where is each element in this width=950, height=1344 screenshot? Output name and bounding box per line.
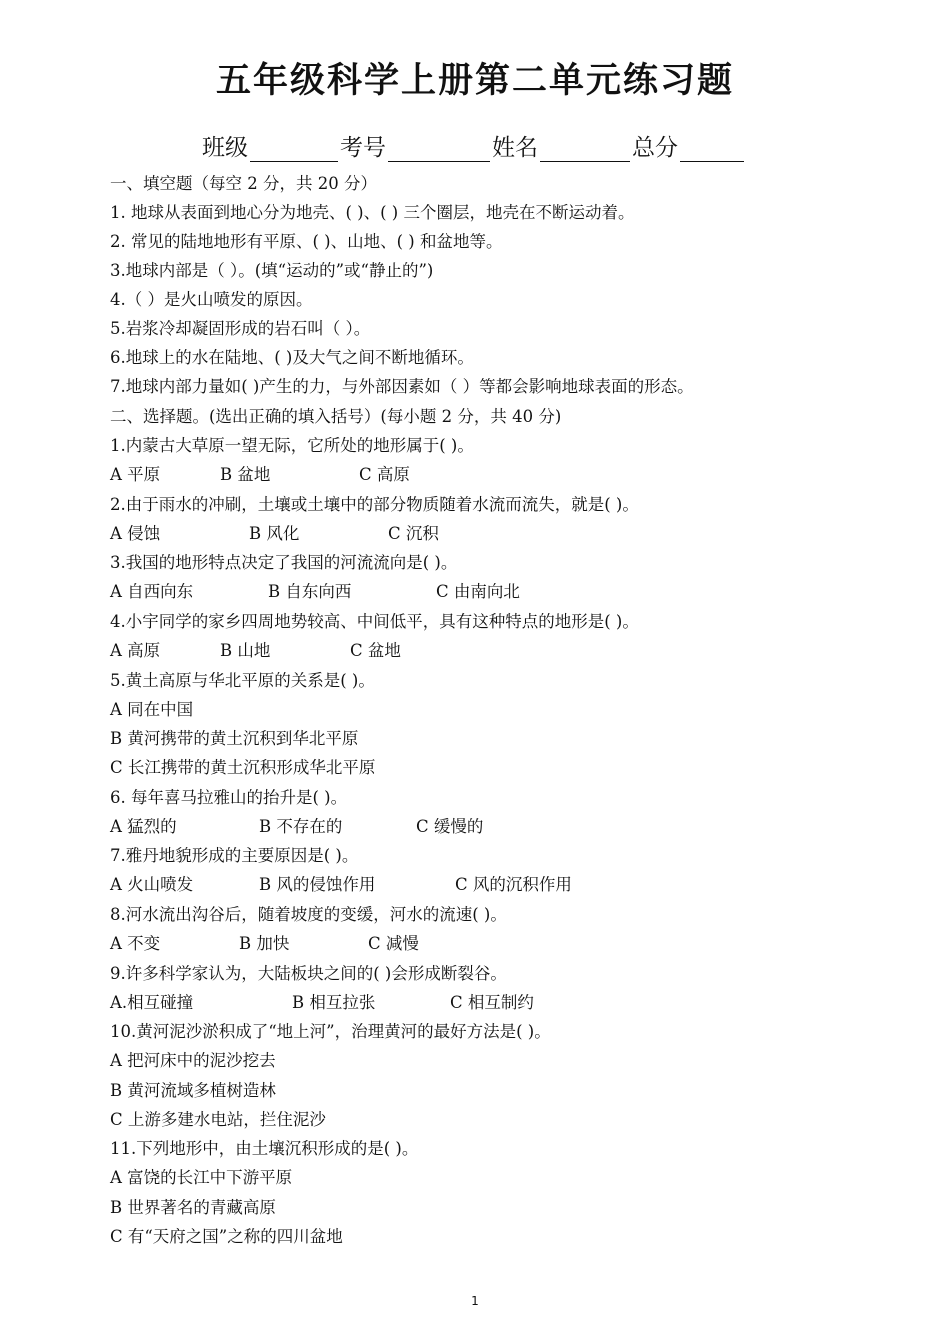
question-text: 6.地球上的水在陆地、( )及大气之间不断地循环。 (110, 348, 474, 367)
option-a: A 高原 (110, 641, 161, 660)
question-text: 3.地球内部是（ ）。(填“运动的”或“静止的”) (110, 261, 434, 280)
option-c: C 有“天府之国”之称的四川盆地 (110, 1227, 343, 1246)
option-a: A 自西向东 (110, 582, 194, 601)
page-title: 五年级科学上册第二单元练习题 (215, 61, 734, 101)
question-text: 1. 地球从表面到地心分为地壳、( )、( ) 三个圈层，地壳在不断运动着。 (110, 203, 635, 222)
option-a: A 猛烈的 (110, 817, 177, 836)
option-a: A.相互碰撞 (110, 993, 194, 1012)
option-c: C 高原 (359, 465, 410, 484)
option-a: A 同在中国 (110, 700, 194, 719)
option-c: C 长江携带的黄土沉积形成华北平原 (110, 758, 376, 777)
name-blank[interactable] (540, 129, 630, 162)
question-text: 1.内蒙古大草原一望无际，它所处的地形属于( )。 (110, 436, 474, 455)
option-a: A 侵蚀 (110, 524, 161, 543)
option-a: A 富饶的长江中下游平原 (110, 1168, 293, 1187)
question-text: 5.黄土高原与华北平原的关系是( )。 (110, 671, 375, 690)
option-b: B 不存在的 (259, 817, 343, 836)
question-text: 7.地球内部力量如( )产生的力，与外部因素如（ ）等都会影响地球表面的形态。 (110, 377, 694, 396)
option-a: A 把河床中的泥沙挖去 (110, 1051, 276, 1070)
exam-no-blank[interactable] (388, 129, 490, 162)
question-text: 5.岩浆冷却凝固形成的岩石叫（ ）。 (110, 319, 371, 338)
option-b: B 山地 (220, 641, 271, 660)
option-b: B 相互拉张 (292, 993, 376, 1012)
option-a: A 火山喷发 (110, 875, 194, 894)
exam-no-label: 考号 (340, 135, 386, 161)
question-text: 2.由于雨水的冲刷，土壤或土壤中的部分物质随着水流而流失，就是( )。 (110, 495, 639, 514)
question-text: 8.河水流出沟谷后，随着坡度的变缓，河水的流速( )。 (110, 905, 507, 924)
option-c: C 沉积 (388, 524, 439, 543)
option-c: C 相互制约 (450, 993, 534, 1012)
class-blank[interactable] (250, 129, 338, 162)
option-b: B 世界著名的青藏高原 (110, 1198, 276, 1217)
option-c: C 由南向北 (436, 582, 520, 601)
question-text: 6. 每年喜马拉雅山的抬升是( )。 (110, 788, 348, 807)
question-text: 11.下列地形中，由土壤沉积形成的是( )。 (110, 1139, 419, 1158)
option-c: C 盆地 (350, 641, 401, 660)
option-a: A 平原 (110, 465, 161, 484)
question-text: 4.（ ）是火山喷发的原因。 (110, 290, 313, 309)
section-heading-choice: 二、选择题。(选出正确的填入括号）(每小题 2 分，共 40 分) (110, 407, 562, 426)
student-info-row (202, 122, 746, 162)
class-label: 班级 (202, 135, 248, 161)
page-number: 1 (471, 1294, 479, 1308)
question-text: 2. 常见的陆地地形有平原、( )、山地、( ) 和盆地等。 (110, 232, 503, 251)
option-c: C 上游多建水电站，拦住泥沙 (110, 1110, 326, 1129)
option-c: C 减慢 (368, 934, 419, 953)
name-label: 姓名 (492, 135, 538, 161)
question-text: 10.黄河泥沙淤积成了“地上河”，治理黄河的最好方法是( )。 (110, 1022, 551, 1041)
total-score-label: 总分 (632, 135, 678, 161)
option-b: B 盆地 (220, 465, 271, 484)
question-text: 9.许多科学家认为，大陆板块之间的( )会形成断裂谷。 (110, 964, 507, 983)
option-a: A 不变 (110, 934, 161, 953)
option-b: B 风化 (249, 524, 300, 543)
option-c: C 缓慢的 (416, 817, 484, 836)
option-b: B 风的侵蚀作用 (259, 875, 376, 894)
option-b: B 黄河携带的黄土沉积到华北平原 (110, 729, 359, 748)
option-b: B 黄河流域多植树造林 (110, 1081, 276, 1100)
option-c: C 风的沉积作用 (455, 875, 572, 894)
question-text: 4.小宇同学的家乡四周地势较高、中间低平，具有这种特点的地形是( )。 (110, 612, 639, 631)
option-b: B 加快 (239, 934, 290, 953)
question-text: 3.我国的地形特点决定了我国的河流流向是( )。 (110, 553, 458, 572)
total-score-blank[interactable] (680, 129, 744, 162)
section-heading-fill-in: 一、填空题（每空 2 分，共 20 分） (110, 174, 377, 193)
question-text: 7.雅丹地貌形成的主要原因是( )。 (110, 846, 359, 865)
option-b: B 自东向西 (268, 582, 352, 601)
